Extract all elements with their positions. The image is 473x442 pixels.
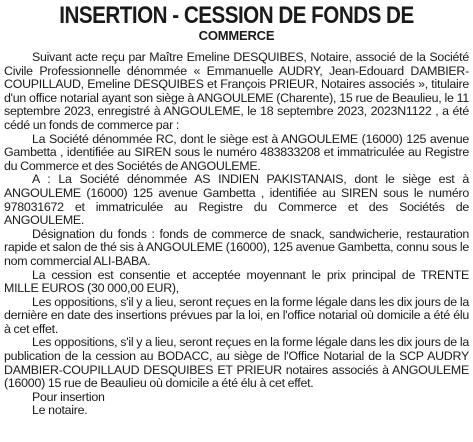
notice-closing-line: Pour insertion	[32, 389, 105, 404]
legal-notice	[4, 3, 469, 418]
notice-paragraph-deed: Suivant acte reçu par Maître Emeline DESQUIBES, Notaire, associé de la Société Civile Professionnelle dénommée « Emmanuelle AUDRY, Jean-Edouard DAMBIER-COUPILLAUD, Emeline DESQUIBES et François PRIEUR, Notaires associés », titulaire d'un office notarial ayant son siège à ANGOULEME (Charente), 15 rue de Beaulieu, le 11 septembre 2023, enregistré à ANGOULEME, le 18 septembre 2023, 2023N1122 , a été cédé un fonds de commerce par :	[4, 50, 469, 132]
notice-title: INSERTION - CESSION DE FONDS DE	[59, 2, 414, 29]
notice-subtitle: COMMERCE	[198, 28, 275, 43]
notice-paragraph-oppositions-2: Les oppositions, s'il y a lieu, seront reçues en la forme légale dans les dix jours de la publication de la cession au BODACC, au siège de l'Office Notarial de la SCP AUDRY DAMBIER-COUPILLAUD DESQUIBES ET PRIEUR notaires associés à ANGOULEME (16000) 15 rue de Beaulieu où domicile a été élu à cet effet.	[4, 335, 469, 391]
notice-paragraph-oppositions-1: Les oppositions, s'il y a lieu, seront reçues en la forme légale dans les dix jours de la dernière en date des insertions prévues par la loi, en l'office notarial où domicile a été élu à cet effet.	[4, 294, 469, 336]
notice-paragraph-buyer: A : La Société dénommée AS INDIEN PAKISTANAIS, dont le siège est à ANGOULEME (16000) 125 avenue Gambetta , identifiée au SIREN sous le numéro 978031672 et immatriculée au Registre du Commerce et des Sociétés de ANGOULEME.	[4, 172, 469, 228]
notice-paragraph-seller: La Société dénommée RC, dont le siège est à ANGOULEME (16000) 125 avenue Gambetta , identifiée au SIREN sous le numéro 483833208 et immatriculée au Registre du Commerce et des Sociétés de ANGOULEME.	[4, 131, 469, 173]
notice-body	[4, 51, 469, 418]
notice-paragraph-designation: Désignation du fonds : fonds de commerce de snack, sandwicherie, restauration rapide et salon de thé sis à ANGOULEME (16000), 125 avenue Gambetta, connu sous le nom commercial ALI-BABA.	[4, 226, 469, 268]
notice-signature: Le notaire.	[32, 403, 88, 418]
notice-paragraph-price: La cession est consentie et acceptée moyennant le prix principal de TRENTE MILLE EUROS (30 000,00 EUR),	[4, 267, 469, 296]
